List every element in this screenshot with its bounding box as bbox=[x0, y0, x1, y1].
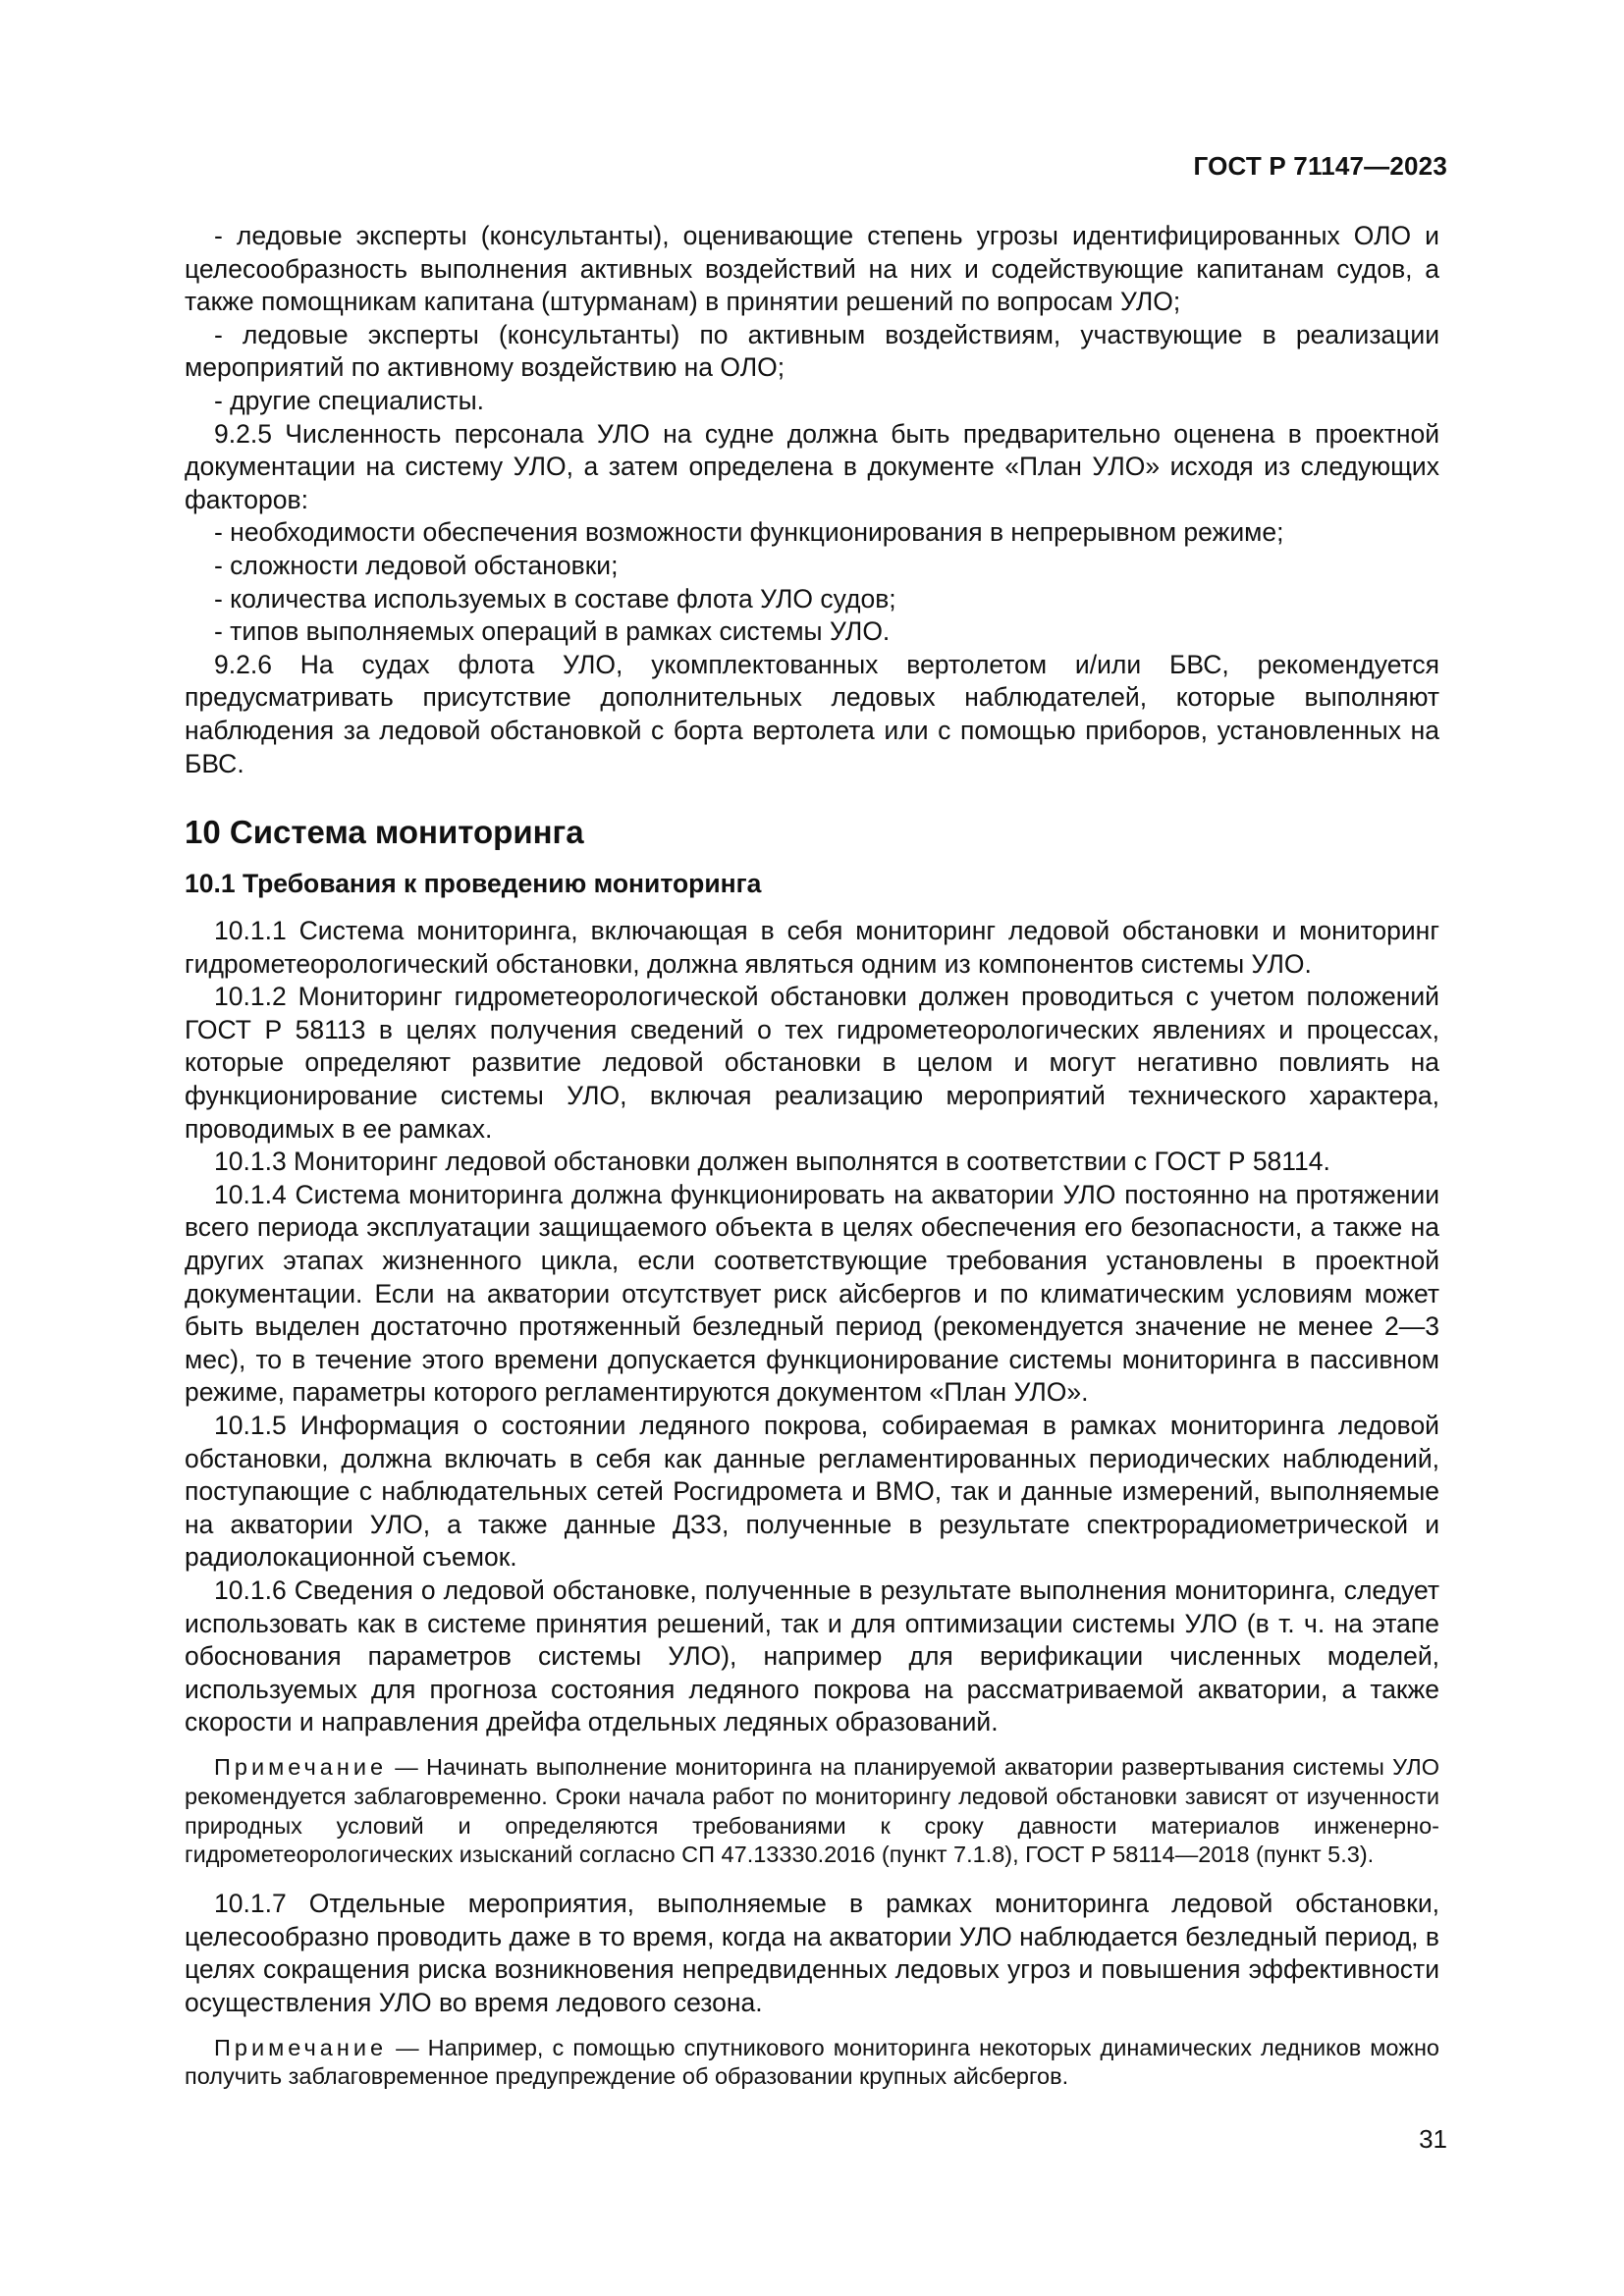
list-item-factor: - сложности ледовой обстановки; bbox=[214, 550, 619, 580]
paragraph-9-2-5: 9.2.5 Численность персонала УЛО на судне должна быть предварительно оценена в проектной документации на систему УЛО, а затем определена в документе «План УЛО» исходя из следующих факторов: bbox=[185, 418, 1439, 514]
paragraph-10-1-5: 10.1.5 Информация о состоянии ледяного покрова, собираемая в рамках мониторинга ледовой обстановки, должна включать в себя как данные регламентированных периодических наблюдений, поступающие с наблюдательных сетей Росгидромета и ВМО, так и данные измерений, выполняемые на акватории УЛО, а также данные ДЗЗ, полученные в результате спектрорадиометрической и радиолокационной съемок. bbox=[185, 1411, 1439, 1573]
note-2 bbox=[185, 2034, 1439, 2093]
page-number: 31 bbox=[1419, 2124, 1447, 2154]
page-content bbox=[185, 220, 1439, 2109]
paragraph-10-1-6: 10.1.6 Сведения о ледовой обстановке, полученные в результате выполнения мониторинга, следует использовать как в системе принятия решений, так и для оптимизации системы УЛО (в т. ч. на этапе обоснования параметров системы УЛО), например для верификации численных моделей, используемых для прогноза состояния ледяного покрова на рассматриваемой акватории, а также скорости и направления дрейфа отдельных ледяных образований. bbox=[185, 1575, 1439, 1737]
note-1 bbox=[185, 1753, 1439, 1870]
note-label: Примечание bbox=[214, 2034, 388, 2060]
paragraph-10-1-1: 10.1.1 Система мониторинга, включающая в себя мониторинг ледовой обстановки и мониторинг гидрометеорологический обстановки, должна являться одним из компонентов системы УЛО. bbox=[185, 916, 1439, 979]
paragraph-10-1-2: 10.1.2 Мониторинг гидрометеорологической обстановки должен проводиться с учетом положений ГОСТ Р 58113 в целях получения сведений о тех гидрометеорологических явлениях и процессах, которые определяют развитие ледовой обстановки в целом и могут негативно повлиять на функционирование системы УЛО, включая реализацию мероприятий технического характера, проводимых в ее рамках. bbox=[185, 982, 1439, 1144]
note-text: — Начинать выполнение мониторинга на планируемой акватории развертывания системы УЛО рекомендуется заблаговременно. Сроки начала работ по мониторингу ледовой обстановки зависят от изученности природных условий и определяются требованиями к сроку давности материалов инженерно-гидрометеорологических изысканий согласно СП 47.13330.2016 (пункт 7.1.8), ГОСТ Р 58114—2018 (пункт 5.3). bbox=[185, 1753, 1439, 1868]
list-item-factor: - типов выполняемых операций в рамках системы УЛО. bbox=[214, 616, 891, 647]
list-item-ice-experts: - ледовые эксперты (консультанты), оценивающие степень угрозы идентифицированных ОЛО и целесообразность выполнения активных воздействий на них и содействующие капитанам судов, а также помощникам капитана (штурманам) в принятии решений по вопросам УЛО; bbox=[185, 221, 1439, 317]
note-label: Примечание bbox=[214, 1753, 388, 1780]
paragraph-10-1-3: 10.1.3 Мониторинг ледовой обстановки должен выполнятся в соответствии с ГОСТ Р 58114. bbox=[214, 1147, 1330, 1177]
list-item-factor: - количества используемых в составе флота УЛО судов; bbox=[214, 583, 896, 614]
section-title: 10 Система мониторинга bbox=[185, 814, 584, 851]
paragraph-10-1-7: 10.1.7 Отдельные мероприятия, выполняемые в рамках мониторинга ледовой обстановки, целесообразно проводить даже в то время, когда на акватории УЛО наблюдается безледный период, в целях сокращения риска возникновения непредвиденных ледовых угроз и повышения эффективности осуществления УЛО во время ледового сезона. bbox=[185, 1889, 1439, 2017]
list-item-factor: - необходимости обеспечения возможности функционирования в непрерывном режиме; bbox=[214, 517, 1284, 548]
document-code-header: ГОСТ Р 71147—2023 bbox=[1193, 151, 1447, 181]
subsection-title: 10.1 Требования к проведению мониторинга bbox=[185, 869, 762, 899]
note-text: — Например, с помощью спутникового мониторинга некоторых динамических ледников можно получить заблаговременное предупреждение об образовании крупных айсбергов. bbox=[185, 2034, 1439, 2090]
list-item-active-impact-experts: - ледовые эксперты (консультанты) по активным воздействиям, участвующие в реализации мероприятий по активному воздействию на ОЛО; bbox=[185, 319, 1439, 383]
paragraph-10-1-4: 10.1.4 Система мониторинга должна функционировать на акватории УЛО постоянно на протяжении всего периода эксплуатации защищаемого объекта в целях обеспечения его безопасности, а также на других этапах жизненного цикла, если соответствующие требования установлены в проектной документации. Если на акватории отсутствует риск айсбергов и по климатическим условиям может быть выделен достаточно протяженный безледный период (рекомендуется значение не менее 2—3 мес), то в течение этого времени допускается функционирование системы мониторинга в пассивном режиме, параметры которого регламентируются документом «План УЛО». bbox=[185, 1179, 1439, 1408]
paragraph-9-2-6: 9.2.6 На судах флота УЛО, укомплектованных вертолетом и/или БВС, рекомендуется предусматривать присутствие дополнительных ледовых наблюдателей, которые выполняют наблюдения за ледовой обстановкой с борта вертолета или с помощью приборов, установленных на БВС. bbox=[185, 649, 1439, 778]
list-item-other-specialists: - другие специалисты. bbox=[214, 385, 485, 415]
